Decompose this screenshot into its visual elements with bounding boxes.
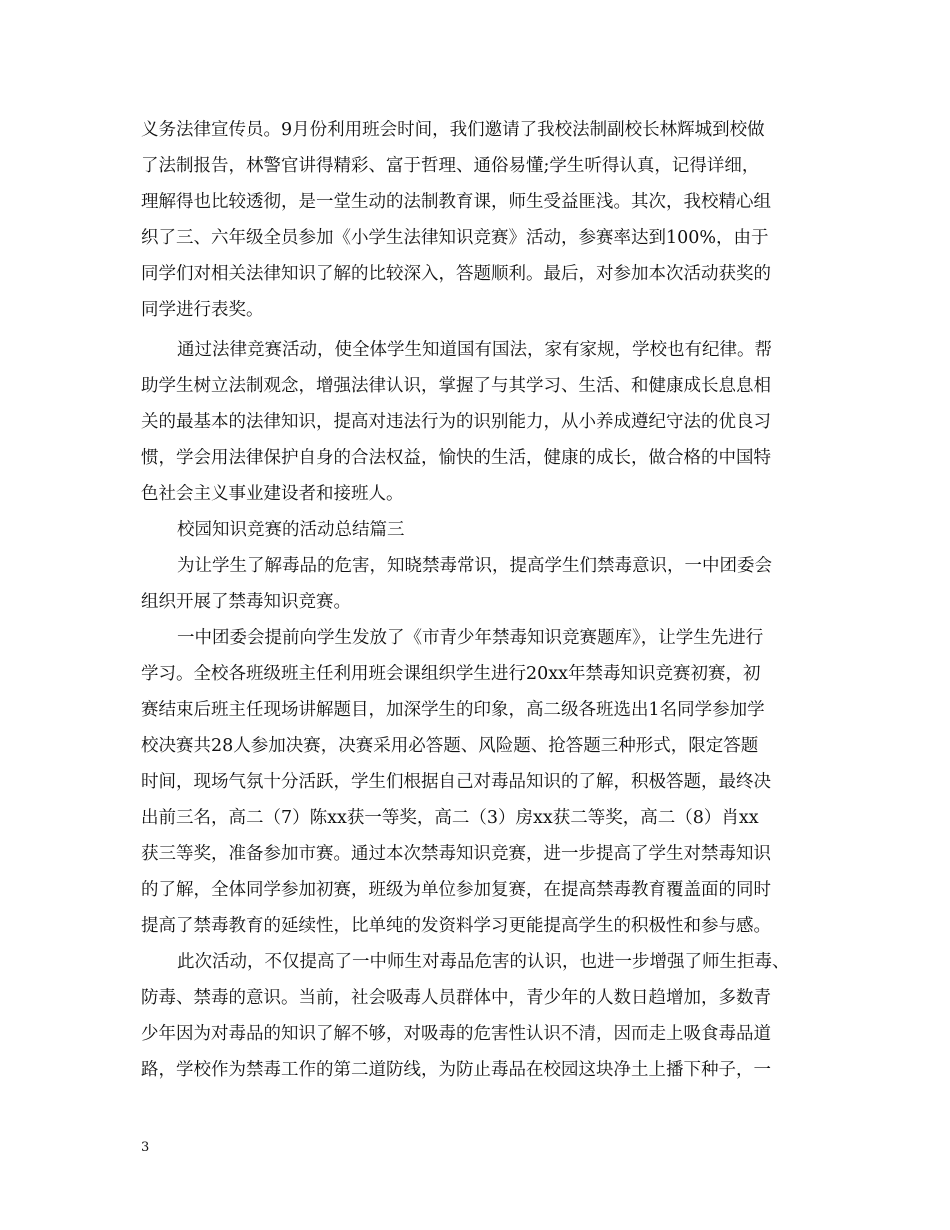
text-line: 色社会主义事业建设者和接班人。 [141,484,404,504]
text-line: 时间，现场气氛十分活跃，学生们根据自己对毒品知识的了解，积极答题，最终决 [141,772,771,792]
text-line: 赛结束后班主任现场讲解题目，加深学生的印象，高二级各班选出1名同学参加学 [141,700,765,720]
text-line: 同学进行表奖。 [141,300,264,320]
text-line: 出前三名，高二（7）陈xx获一等奖，高二（3）房xx获二等奖，高二（8）肖xx [141,808,759,828]
text-line: 织了三、六年级全员参加《小学生法律知识竞赛》活动，参赛率达到100%，由于 [141,228,769,248]
text-line: 路，学校作为禁毒工作的第二道防线，为防止毒品在校园这块净土上播下种子，一 [141,1060,771,1080]
text-line: 提高了禁毒教育的延续性，比单纯的发资料学习更能提高学生的积极性和参与感。 [141,916,771,936]
text-line: 一中团委会提前向学生发放了《市青少年禁毒知识竞赛题库》，让学生先进行 [177,628,764,648]
text-line: 惯，学会用法律保护自身的合法权益，愉快的生活，健康的成长，做合格的中国特 [141,448,771,468]
text-line: 理解得也比较透彻，是一堂生动的法制教育课，师生受益匪浅。其次，我校精心组 [141,192,771,212]
text-line: 为让学生了解毒品的危害，知晓禁毒常识，提高学生们禁毒意识，一中团委会 [177,556,772,576]
text-line: 的了解，全体同学参加初赛，班级为单位参加复赛，在提高禁毒教育覆盖面的同时 [141,880,771,900]
text-line: 同学们对相关法律知识了解的比较深入，答题顺利。最后，对参加本次活动获奖的 [141,264,771,284]
text-line: 获三等奖，准备参加市赛。通过本次禁毒知识竞赛，进一步提高了学生对禁毒知识 [141,844,771,864]
section-heading: 校园知识竞赛的活动总结篇三 [177,520,405,540]
text-line: 少年因为对毒品的知识了解不够，对吸毒的危害性认识不清，因而走上吸食毒品道 [141,1024,771,1044]
text-line: 关的最基本的法律知识，提高对违法行为的识别能力，从小养成遵纪守法的优良习 [141,412,771,432]
text-line: 义务法律宣传员。9月份利用班会时间，我们邀请了我校法制副校长林辉城到校做 [141,120,765,140]
text-line: 防毒、禁毒的意识。当前，社会吸毒人员群体中，青少年的人数日趋增加，多数青 [141,988,771,1008]
text-line: 了法制报告，林警官讲得精彩、富于哲理、通俗易懂;学生听得认真，记得详细， [141,156,760,176]
text-line: 校决赛共28人参加决赛，决赛采用必答题、风险题、抢答题三种形式，限定答题 [141,736,759,756]
text-line: 此次活动，不仅提高了一中师生对毒品危害的认识，也进一步增强了师生拒毒、 [177,952,790,972]
text-line: 学习。全校各班级班主任利用班会课组织学生进行20xx年禁毒知识竞赛初赛，初 [141,664,761,684]
text-line: 组织开展了禁毒知识竞赛。 [141,592,351,612]
text-line: 助学生树立法制观念，增强法律认识，掌握了与其学习、生活、和健康成长息息相 [141,376,771,396]
page-number: 3 [141,1140,150,1155]
text-line: 通过法律竞赛活动，使全体学生知道国有国法，家有家规，学校也有纪律。帮 [177,340,772,360]
